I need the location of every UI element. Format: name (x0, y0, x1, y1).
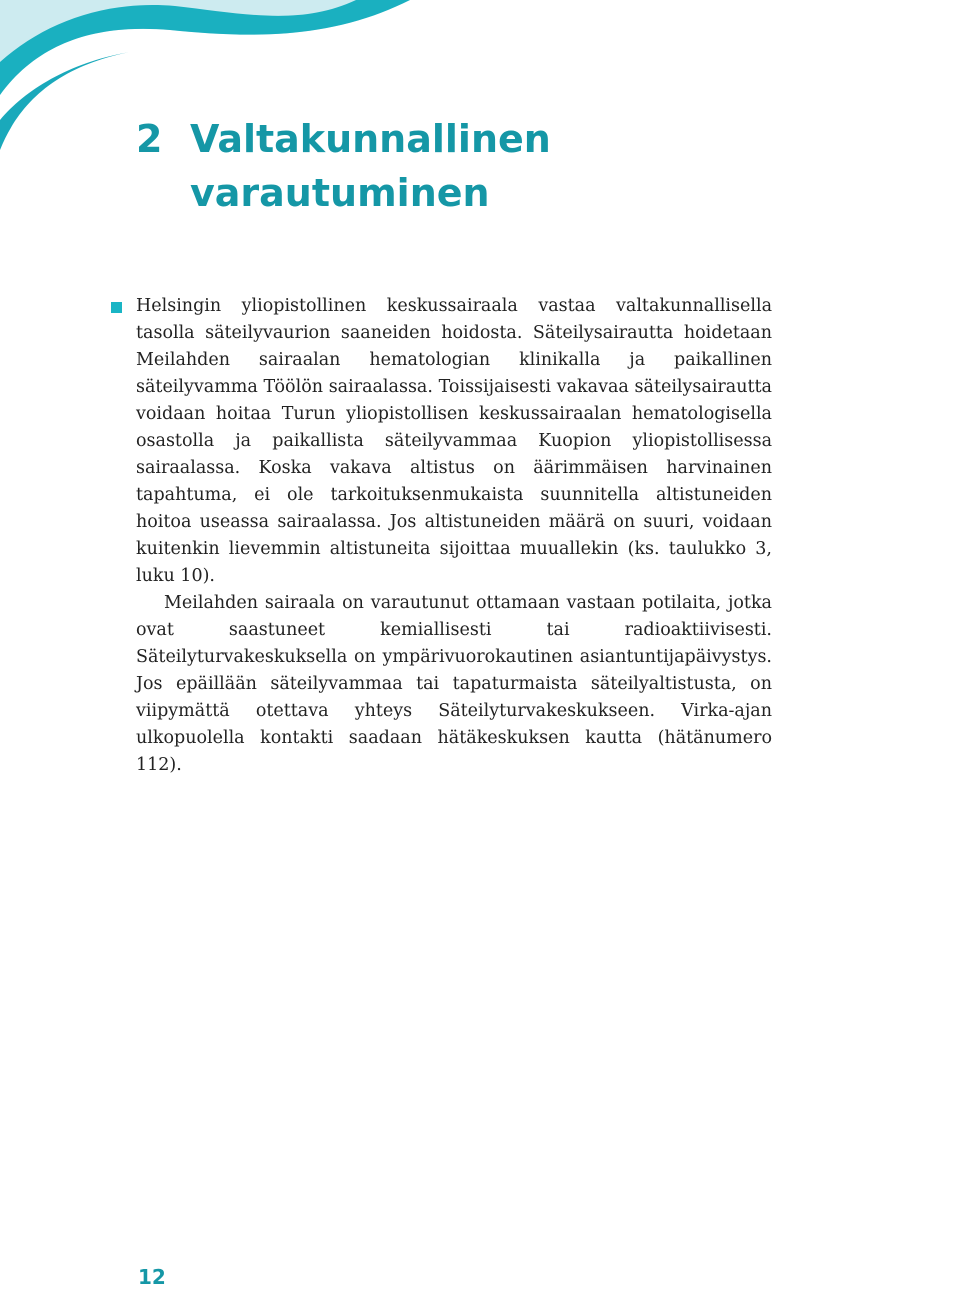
chapter-number: 2 (136, 117, 163, 161)
section-marker-square (111, 302, 122, 313)
body-text (136, 293, 772, 779)
chapter-title: Valtakunnallinen varautuminen (190, 117, 551, 215)
page-number: 12 (138, 1265, 166, 1289)
chapter-heading (136, 112, 630, 220)
paragraph-1: Helsingin yliopistollinen keskussairaala vastaa valtakunnallisella tasolla säteilyvaurion saaneiden hoidosta. Säteilysairautta hoidetaan Meilahden sairaalan hematologian klinikalla ja paikallinen säteilyvamma Töölön sairaalassa. Toissijaisesti vakavaa säteilysairautta voidaan hoitaa Turun yliopistollisen keskussairaalan hematologisella osastolla ja paikallista säteilyvammaa Kuopion yliopistollisessa sairaalassa. Koska vakava altistus on äärimmäisen harvinainen tapahtuma, ei ole tarkoituksenmukaista suunnitella altistuneiden hoitoa useassa sairaalassa. Jos altistuneiden määrä on suuri, voidaan kuitenkin lievemmin altistuneita sijoittaa muuallekin (ks. taulukko 3, luku 10). (136, 296, 772, 586)
paragraph-2: Meilahden sairaala on varautunut ottamaan vastaan potilaita, jotka ovat saastuneet kemiallisesti tai radioaktiivisesti. Säteilyturvakeskuksella on ympärivuorokautinen asiantuntijapäivystys. Jos epäillään säteilyvammaa tai tapaturmaista säteilyaltistusta, on viipymättä otettava yhteys Säteilyturvakeskukseen. Virka-ajan ulkopuolella kontakti saadaan hätäkeskuksen kautta (hätänumero 112). (136, 593, 772, 775)
